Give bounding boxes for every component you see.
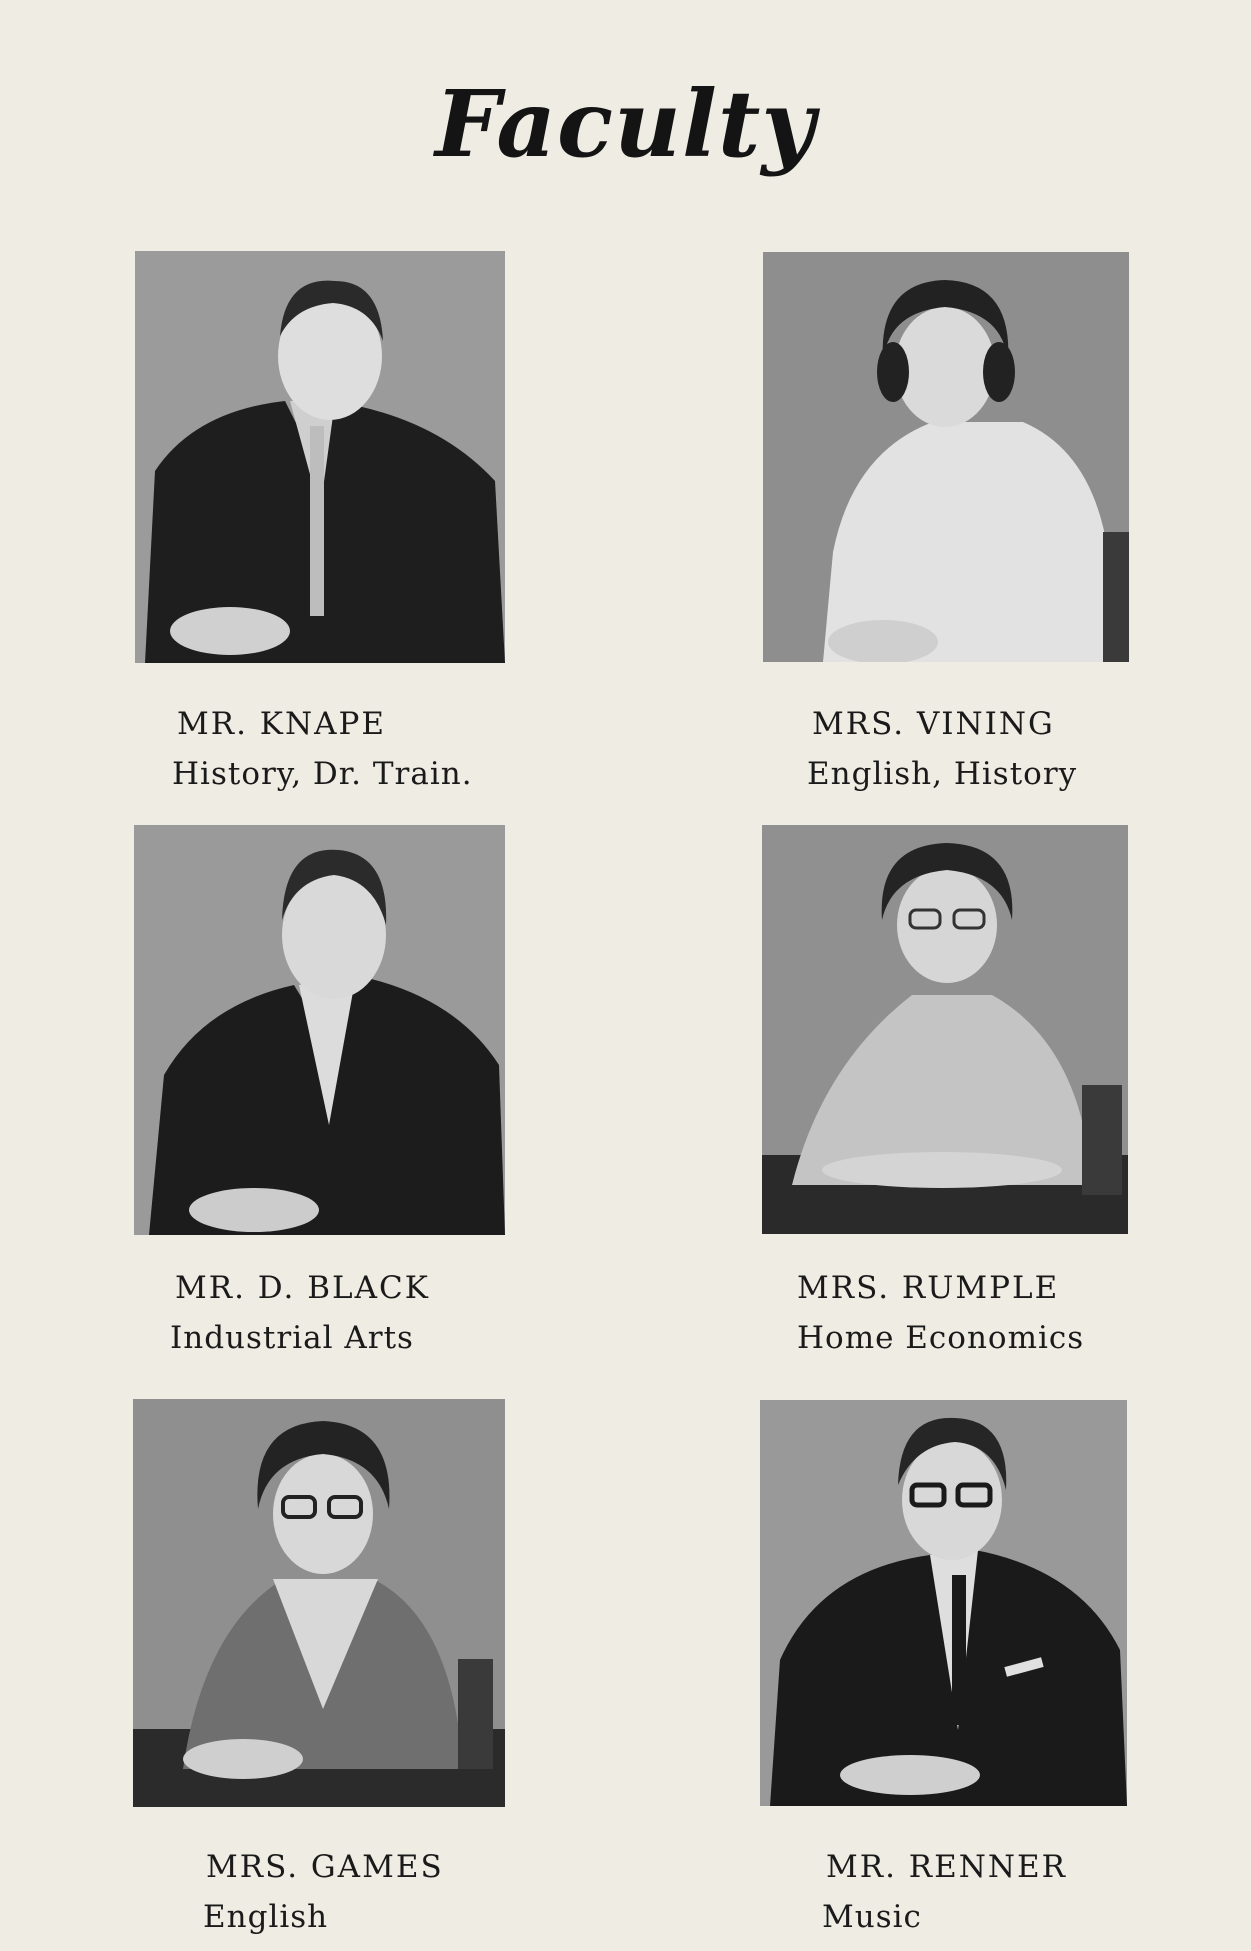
faculty-subject: Home Economics [797, 1320, 1085, 1356]
faculty-photo-knape [135, 251, 505, 663]
faculty-name: MR. RENNER [826, 1849, 1067, 1885]
faculty-photo-rumple [762, 825, 1128, 1234]
faculty-photo-black [134, 825, 505, 1235]
faculty-subject: English, History [807, 756, 1078, 792]
page-title: Faculty [435, 70, 816, 178]
faculty-photo-games [133, 1399, 505, 1807]
faculty-subject: History, Dr. Train. [172, 756, 473, 792]
faculty-subject: Music [822, 1899, 922, 1935]
faculty-name: MRS. GAMES [206, 1849, 444, 1885]
faculty-name: MR. KNAPE [177, 706, 386, 742]
faculty-name: MRS. VINING [812, 706, 1055, 742]
faculty-subject: English [203, 1899, 329, 1935]
faculty-photo-renner [760, 1400, 1127, 1806]
faculty-name: MRS. RUMPLE [797, 1270, 1060, 1306]
faculty-subject: Industrial Arts [170, 1320, 414, 1356]
faculty-name: MR. D. BLACK [175, 1270, 430, 1306]
faculty-photo-vining [763, 252, 1129, 662]
